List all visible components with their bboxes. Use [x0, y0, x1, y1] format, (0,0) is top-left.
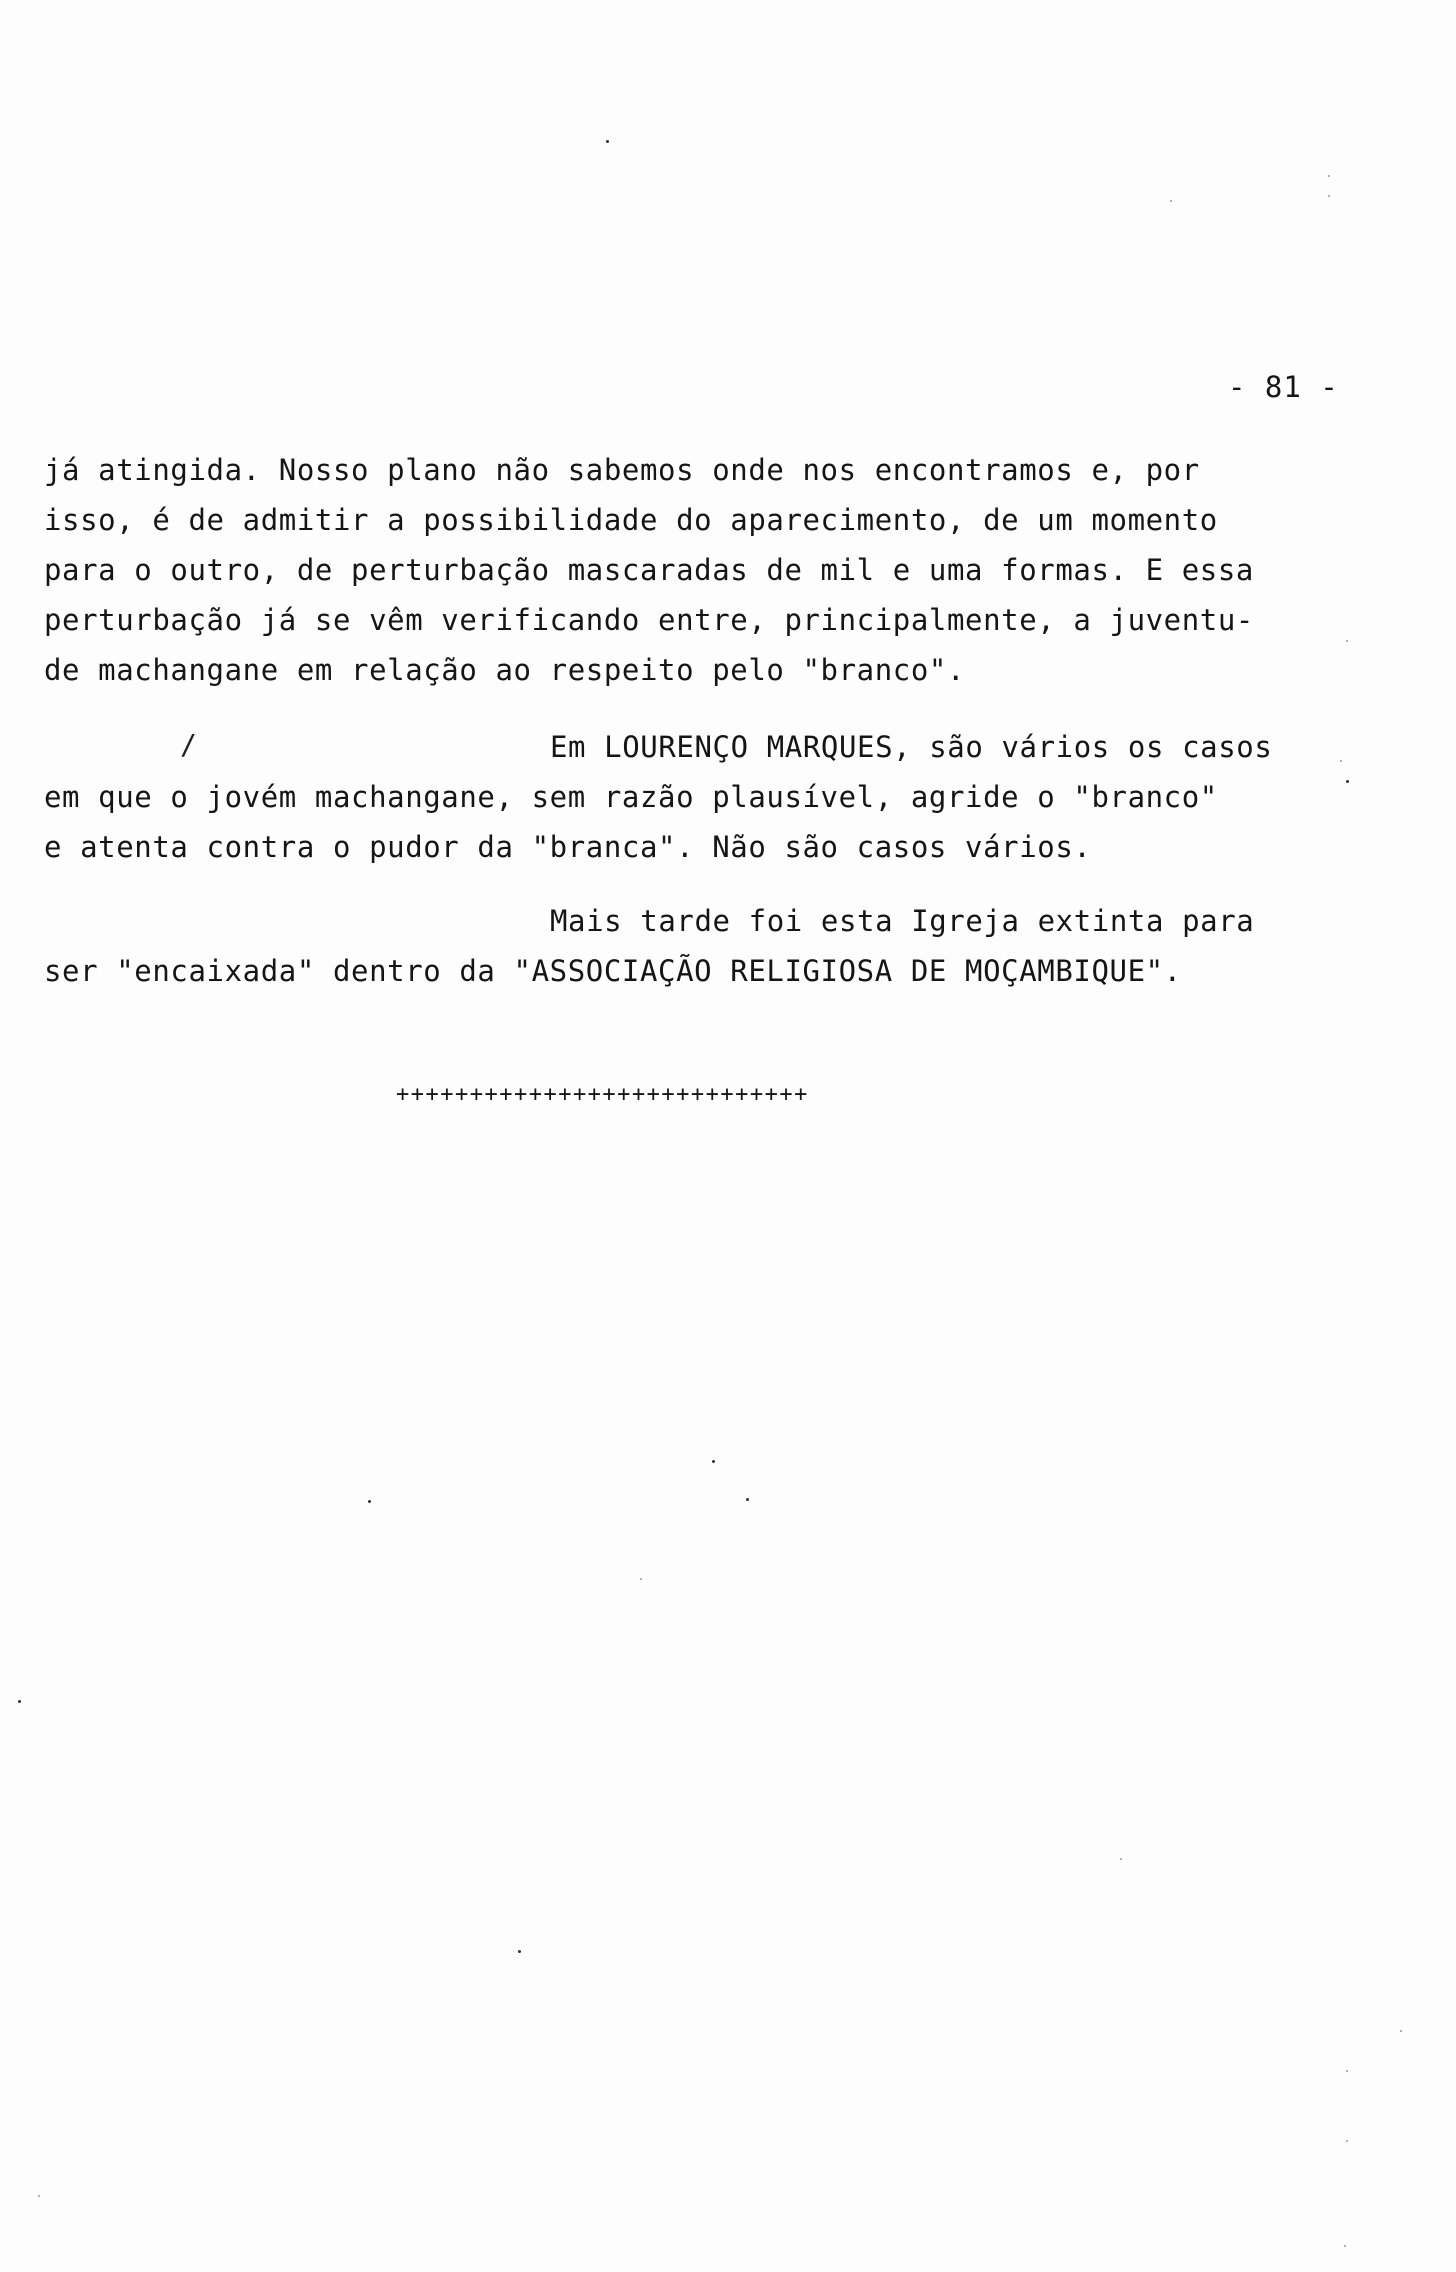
scan-speck: [606, 140, 609, 143]
scan-speck: [518, 1950, 521, 1953]
scan-speck: [1346, 780, 1349, 783]
paragraph-1-line-2: isso, é de admitir a possibilidade do aparecimento, de um momento: [44, 503, 1218, 537]
scan-speck: [1346, 2070, 1348, 2072]
stray-slash-mark: /: [180, 728, 197, 761]
paragraph-1-line-5: de machangane em relação ao respeito pelo "branco".: [44, 653, 966, 687]
scan-speck: [712, 1460, 715, 1463]
paragraph-1-line-1: já atingida. Nosso plano não sabemos onde nos encontramos e, por: [44, 453, 1200, 487]
scan-speck: [1400, 2030, 1402, 2032]
scan-speck: [1328, 175, 1330, 177]
scan-speck: [1346, 2140, 1348, 2142]
scan-speck: [38, 2195, 40, 2197]
scan-speck: [368, 1500, 371, 1503]
scan-speck: [1340, 760, 1342, 762]
scan-speck: [1170, 200, 1172, 202]
scan-speck: [746, 1498, 749, 1501]
scan-speck: [18, 1700, 21, 1703]
scan-speck: [1120, 1858, 1122, 1860]
paragraph-3-line-1: Mais tarde foi esta Igreja extinta para: [550, 904, 1255, 938]
scan-speck: [640, 1578, 642, 1580]
paragraph-2-line-1: Em LOURENÇO MARQUES, são vários os casos: [550, 730, 1273, 764]
paragraph-2-line-3: e atenta contra o pudor da "branca". Não são casos vários.: [44, 830, 1092, 864]
page-number: - 81 -: [1228, 370, 1339, 404]
paragraph-1-line-4: perturbação já se vêm verificando entre, principalmente, a juventu-: [44, 603, 1254, 637]
paragraph-2-line-2: em que o jovém machangane, sem razão plausível, agride o "branco": [44, 780, 1218, 814]
scan-speck: [1346, 640, 1348, 642]
paragraph-1-line-3: para o outro, de perturbação mascaradas de mil e uma formas. E essa: [44, 553, 1254, 587]
section-separator: ++++++++++++++++++++++++++++: [396, 1082, 809, 1107]
scan-speck: [1328, 195, 1330, 197]
paragraph-3-line-2: ser "encaixada" dentro da "ASSOCIAÇÃO RELIGIOSA DE MOÇAMBIQUE".: [44, 954, 1182, 988]
scan-speck: [1344, 2245, 1346, 2247]
